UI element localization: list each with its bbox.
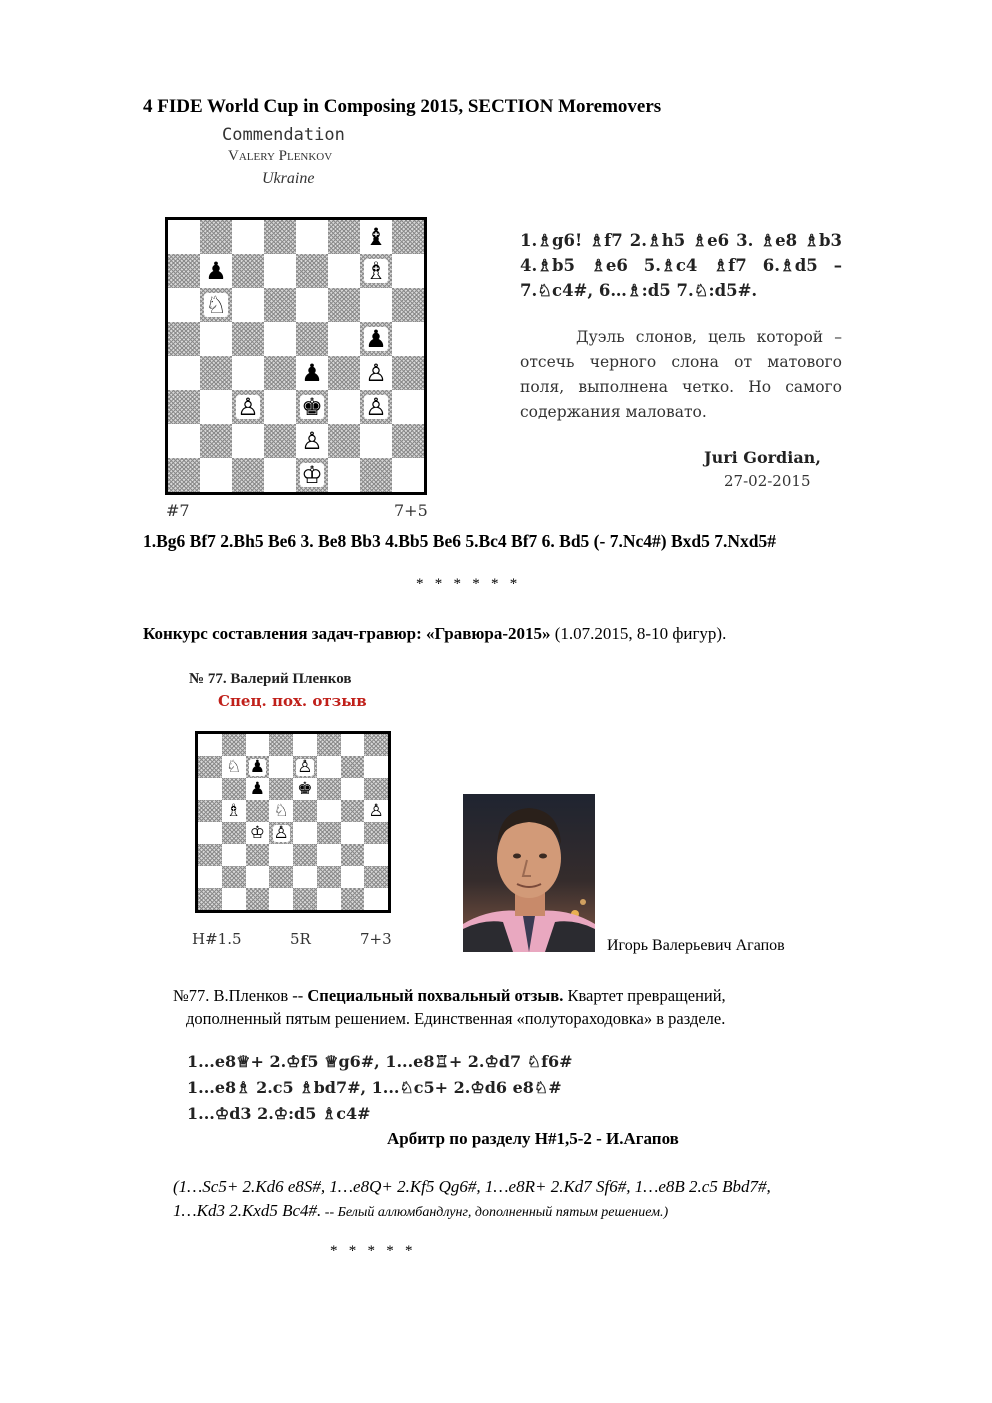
chess-piece: ♚ — [297, 778, 313, 799]
chess-piece: ♟ — [301, 359, 323, 387]
board-square — [364, 800, 388, 822]
judge-date: 27-02-2015 — [724, 472, 811, 490]
board-square — [328, 288, 360, 322]
board-square — [341, 800, 365, 822]
board-square — [168, 356, 200, 390]
board-square — [200, 424, 232, 458]
stipulation-2: H#1.5 — [192, 930, 242, 948]
board-square — [317, 866, 341, 888]
board-square — [296, 254, 328, 288]
chess-piece: ♟ — [249, 756, 265, 777]
stipulation: #7 — [166, 501, 190, 520]
board-square — [341, 822, 365, 844]
separator-stars-2: * * * * * — [330, 1243, 413, 1259]
piece-count-2: 7+3 — [360, 930, 392, 948]
board-square — [232, 458, 264, 492]
board-square — [246, 756, 270, 778]
author-country: Ukraine — [262, 170, 315, 187]
board-square — [317, 800, 341, 822]
board-square — [296, 322, 328, 356]
board-square — [392, 424, 424, 458]
board-square — [341, 756, 365, 778]
board-square — [168, 458, 200, 492]
board-square — [246, 844, 270, 866]
board-square — [198, 756, 222, 778]
board-square — [264, 322, 296, 356]
separator-stars: * * * * * * — [416, 576, 518, 592]
board-square — [293, 756, 317, 778]
board-square — [317, 756, 341, 778]
board-square — [222, 844, 246, 866]
chess-diagram-2 — [195, 731, 391, 913]
board-square — [341, 888, 365, 910]
board-square — [293, 866, 317, 888]
board-square — [168, 424, 200, 458]
contest-details: (1.07.2015, 8-10 фигур). — [550, 624, 727, 643]
board-square — [317, 734, 341, 756]
board-square — [264, 424, 296, 458]
board-square — [392, 458, 424, 492]
arbiter-line: Арбитр по разделу H#1,5-2 - И.Агапов — [387, 1129, 679, 1148]
chess-piece: ♙ — [273, 822, 289, 843]
board-square — [296, 424, 328, 458]
report-prefix: №77. В.Пленков -- — [173, 986, 308, 1005]
board-square — [269, 866, 293, 888]
board-square — [246, 866, 270, 888]
board-square — [232, 390, 264, 424]
board-square — [222, 800, 246, 822]
board-square — [269, 888, 293, 910]
board-square — [296, 458, 328, 492]
board-square — [392, 356, 424, 390]
board-square — [168, 390, 200, 424]
chess-piece: ♙ — [365, 359, 387, 387]
board-square — [198, 844, 222, 866]
board-square — [222, 888, 246, 910]
solutions-count: 5R — [290, 930, 311, 948]
board-square — [232, 356, 264, 390]
board-square — [364, 756, 388, 778]
board-square — [222, 734, 246, 756]
board-square — [364, 734, 388, 756]
chess-piece: ♝ — [365, 223, 387, 251]
board-square — [341, 844, 365, 866]
board-square — [198, 866, 222, 888]
board-square — [341, 778, 365, 800]
chess-piece: ♘ — [273, 800, 289, 821]
board-square — [360, 254, 392, 288]
board-square — [293, 734, 317, 756]
board-square — [360, 390, 392, 424]
board-square — [341, 734, 365, 756]
board-square — [392, 390, 424, 424]
board-square — [246, 888, 270, 910]
judge-name: Juri Gordian, — [704, 448, 821, 467]
board-square — [269, 778, 293, 800]
board-square — [269, 822, 293, 844]
board-square — [198, 800, 222, 822]
board-square — [200, 254, 232, 288]
figurine-line-2: 1...e8♗ 2.c5 ♗bd7#, 1...♘c5+ 2.♔d6 e8♘# — [187, 1078, 562, 1097]
board-square — [293, 778, 317, 800]
chess-piece: ♔ — [301, 461, 323, 489]
chess-piece: ♙ — [297, 756, 313, 777]
board-square — [200, 458, 232, 492]
board-square — [222, 822, 246, 844]
board-square — [264, 288, 296, 322]
chess-piece: ♚ — [301, 393, 323, 421]
award-report — [173, 984, 863, 1030]
board-square — [360, 424, 392, 458]
award-label: Commendation — [222, 125, 345, 145]
board-square — [232, 424, 264, 458]
board-square — [168, 288, 200, 322]
contest-name: Конкурс составления задач-гравюр: «Гравюра-2015» — [143, 624, 551, 643]
figurine-line-3: 1...♔d3 2.♔:d5 ♗c4# — [187, 1104, 371, 1123]
board-square — [293, 888, 317, 910]
algebraic-line-2 — [173, 1199, 893, 1225]
board-square — [296, 356, 328, 390]
board-square — [246, 778, 270, 800]
chess-piece: ♘ — [226, 756, 242, 777]
board-square — [222, 866, 246, 888]
board-square — [317, 844, 341, 866]
board-square — [328, 390, 360, 424]
board-square — [328, 220, 360, 254]
report-text-1: Квартет превращений, — [563, 986, 726, 1005]
report-award: Специальный похвальный отзыв. — [307, 986, 564, 1005]
algebraic-line-1: (1…Sc5+ 2.Kd6 e8S#, 1…e8Q+ 2.Kf5 Qg6#, 1…e8R+ 2.Kd7 Sf6#, 1…e8B 2.c5 Bbd7#, — [173, 1177, 771, 1196]
chess-piece: ♙ — [237, 393, 259, 421]
problem-number: № 77. Валерий Пленков — [189, 671, 352, 687]
chess-piece: ♙ — [365, 393, 387, 421]
board-square — [198, 778, 222, 800]
chess-piece: ♗ — [365, 257, 387, 285]
chess-piece: ♟ — [249, 778, 265, 799]
board-square — [328, 424, 360, 458]
board-square — [269, 844, 293, 866]
board-square — [200, 220, 232, 254]
board-square — [392, 220, 424, 254]
board-square — [264, 390, 296, 424]
board-square — [269, 800, 293, 822]
board-square — [293, 822, 317, 844]
figurine-line-1: 1...e8♕+ 2.♔f5 ♕g6#, 1...e8♖+ 2.♔d7 ♘f6# — [187, 1052, 573, 1071]
board-square — [269, 734, 293, 756]
chess-piece: ♘ — [205, 291, 227, 319]
board-square — [232, 254, 264, 288]
board-square — [293, 800, 317, 822]
chess-piece: ♟ — [205, 257, 227, 285]
board-square — [317, 888, 341, 910]
chess-piece: ♔ — [249, 822, 265, 843]
award-label-2: Спец. пох. отзыв — [218, 692, 367, 710]
board-square — [264, 220, 296, 254]
board-square — [328, 356, 360, 390]
board-square — [360, 220, 392, 254]
algebraic-line-2b: -- Белый аллюмбандлунг, дополненный пятым решением.) — [321, 1205, 669, 1220]
board-square — [264, 356, 296, 390]
section-title: 4 FIDE World Cup in Composing 2015, SECTION Moremovers — [143, 96, 662, 117]
board-square — [246, 800, 270, 822]
board-square — [364, 844, 388, 866]
board-square — [364, 822, 388, 844]
board-square — [392, 288, 424, 322]
board-square — [200, 356, 232, 390]
board-square — [232, 288, 264, 322]
board-square — [232, 220, 264, 254]
portrait-illustration — [463, 794, 595, 952]
board-square — [328, 458, 360, 492]
board-square — [246, 822, 270, 844]
board-square — [222, 756, 246, 778]
board-square — [168, 322, 200, 356]
board-square — [198, 734, 222, 756]
board-square — [200, 390, 232, 424]
board-square — [293, 844, 317, 866]
board-square — [269, 756, 293, 778]
portrait-photo — [463, 794, 595, 952]
chess-piece: ♟ — [365, 325, 387, 353]
board-square — [264, 254, 296, 288]
board-square — [296, 390, 328, 424]
board-square — [360, 288, 392, 322]
board-square — [360, 458, 392, 492]
board-square — [328, 322, 360, 356]
board-square — [222, 778, 246, 800]
chess-diagram-1 — [165, 217, 427, 495]
author-name: Valery Plenkov — [228, 148, 333, 164]
board-square — [168, 254, 200, 288]
board-square — [232, 322, 264, 356]
solution-text: 1.Bg6 Bf7 2.Bh5 Be6 3. Be8 Bb3 4.Bb5 Be6 5.Bc4 Bf7 6. Bd5 (- 7.Nc4#) Bxd5 7.Nxd5# — [143, 531, 776, 551]
board-square — [360, 356, 392, 390]
board-square — [168, 220, 200, 254]
piece-count: 7+5 — [394, 501, 428, 520]
chess-piece: ♗ — [226, 800, 242, 821]
photo-caption: Игорь Валерьевич Агапов — [607, 937, 785, 954]
judge-comment: Дуэль слонов, цель которой – отсечь черного слона от матового поля, выполнена четко. Но самого содержания маловато. — [520, 328, 842, 421]
board-square — [198, 888, 222, 910]
report-text-2: дополненный пятым решением. Единственная «полутораходовка» в разделе. — [186, 1009, 726, 1028]
board-square — [360, 322, 392, 356]
board-square — [317, 778, 341, 800]
board-square — [198, 822, 222, 844]
board-square — [264, 458, 296, 492]
board-square — [364, 888, 388, 910]
board-square — [341, 866, 365, 888]
contest-heading — [143, 624, 726, 644]
chess-piece: ♙ — [368, 800, 384, 821]
board-square — [200, 322, 232, 356]
board-square — [317, 822, 341, 844]
board-square — [364, 866, 388, 888]
board-square — [296, 220, 328, 254]
board-square — [246, 734, 270, 756]
figurine-solution: 1.♗g6! ♗f7 2.♗h5 ♗e6 3. ♗e8 ♗b3 4.♗b5 ♗e6 5.♗c4 ♗f7 6.♗d5 – 7.♘c4#, 6…♗:d5 7.♘:d5#. — [520, 231, 842, 300]
board-square — [296, 288, 328, 322]
board-square — [328, 254, 360, 288]
board-square — [392, 322, 424, 356]
chess-piece: ♙ — [301, 427, 323, 455]
algebraic-line-2a: 1…Kd3 2.Kxd5 Bc4#. — [173, 1201, 322, 1220]
board-square — [200, 288, 232, 322]
board-square — [392, 254, 424, 288]
board-square — [364, 778, 388, 800]
